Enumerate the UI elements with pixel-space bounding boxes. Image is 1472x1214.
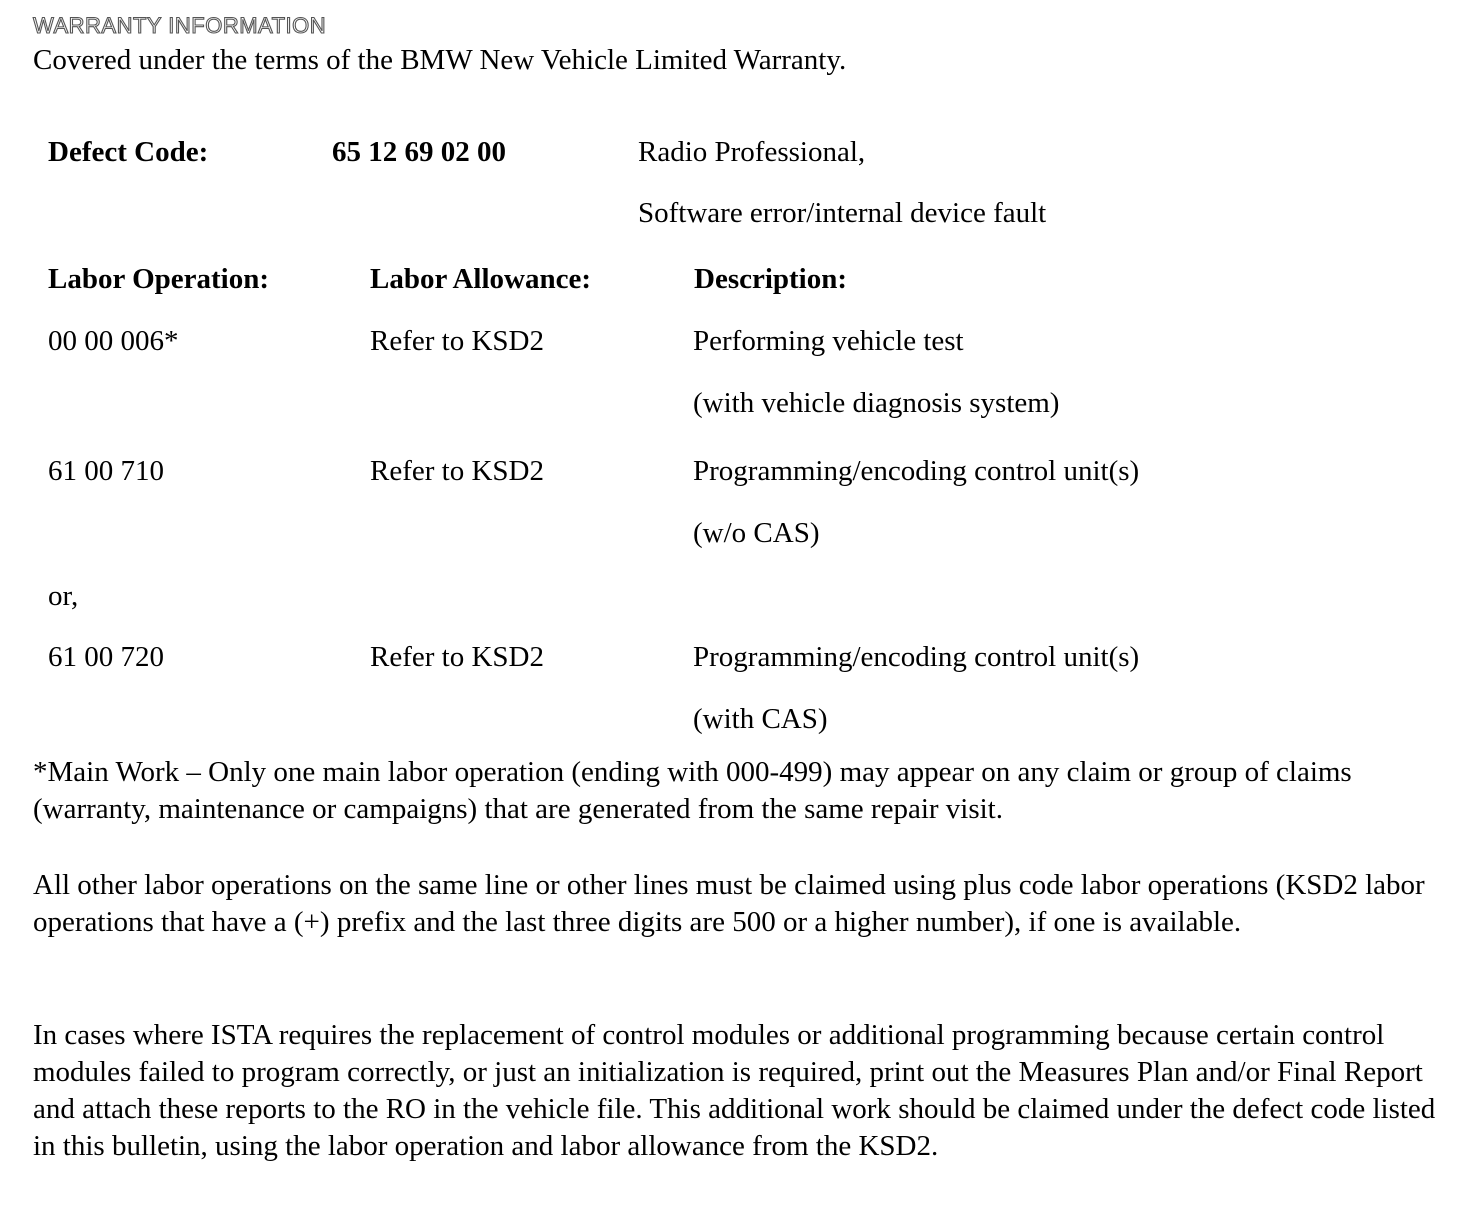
header-labor-allowance: Labor Allowance: <box>370 263 591 295</box>
defect-code-value: 65 12 69 02 00 <box>332 136 506 168</box>
row-1-operation: 00 00 006* <box>48 325 179 357</box>
defect-description-line2: Software error/internal device fault <box>638 197 1047 229</box>
row-3-operation: 61 00 720 <box>48 641 164 673</box>
row-1-allowance: Refer to KSD2 <box>370 325 544 357</box>
ista-note: In cases where ISTA requires the replacement of control modules or additional programming because certain control modules failed to program correctly, or just an initialization is required, print out the Measures Plan and/or Final Report and attach these reports to the RO in the vehicle file. This additional work should be claimed under the defect code listed in this bulletin, using the labor operation and labor allowance from the KSD2. <box>33 1019 1436 1162</box>
row-3-allowance: Refer to KSD2 <box>370 641 544 673</box>
row-2-description-line1: Programming/encoding control unit(s) <box>693 455 1140 487</box>
row-1-description-line1: Performing vehicle test <box>693 325 964 357</box>
section-heading: WARRANTY INFORMATION <box>33 13 327 38</box>
row-3-description-line1: Programming/encoding control unit(s) <box>693 641 1140 673</box>
row-1-description-line2: (with vehicle diagnosis system) <box>693 387 1060 419</box>
plus-code-note: All other labor operations on the same line or other lines must be claimed using plus code labor operations (KSD2 labor operations that have a (+) prefix and the last three digits are 500 or a higher number), if one is available. <box>33 869 1425 938</box>
warranty-intro: Covered under the terms of the BMW New Vehicle Limited Warranty. <box>33 44 847 76</box>
header-description: Description: <box>694 263 848 295</box>
main-work-note: *Main Work – Only one main labor operation (ending with 000-499) may appear on any claim or group of claims (warranty, maintenance or campaigns) that are generated from the same repair visit. <box>33 756 1352 825</box>
defect-code-label: Defect Code: <box>48 136 209 168</box>
row-2-allowance: Refer to KSD2 <box>370 455 544 487</box>
or-separator: or, <box>48 580 79 612</box>
row-3-description-line2: (with CAS) <box>693 703 828 735</box>
defect-description-line1: Radio Professional, <box>638 136 866 168</box>
header-labor-operation: Labor Operation: <box>48 263 269 295</box>
row-2-operation: 61 00 710 <box>48 455 164 487</box>
row-2-description-line2: (w/o CAS) <box>693 517 820 549</box>
